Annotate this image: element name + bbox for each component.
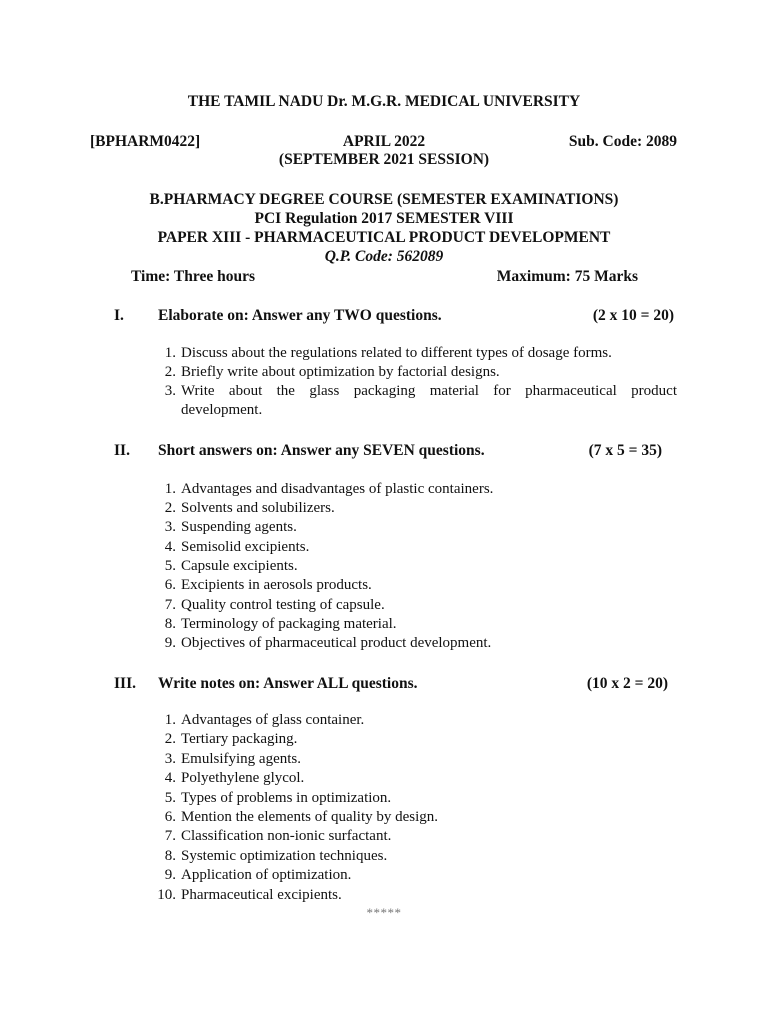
section-marks: (2 x 10 = 20)	[592, 307, 674, 324]
question-text: Semisolid excipients.	[181, 539, 310, 555]
question-text: Quality control testing of capsule.	[181, 597, 385, 613]
question-number: 3.	[164, 519, 176, 535]
question-text: Polyethylene glycol.	[181, 770, 305, 786]
end-of-paper-marker: *****	[366, 905, 402, 920]
paper-title: PAPER XIII - PHARMACEUTICAL PRODUCT DEVELOPMENT	[157, 229, 611, 246]
question-number: 1.	[164, 481, 176, 497]
question-number: 8.	[164, 848, 176, 864]
question-text: Systemic optimization techniques.	[181, 848, 388, 864]
question-number: 5.	[164, 790, 176, 806]
question-text: Briefly write about optimization by factorial designs.	[181, 364, 500, 380]
university-name: THE TAMIL NADU Dr. M.G.R. MEDICAL UNIVERSITY	[187, 93, 581, 110]
question-text: Mention the elements of quality by design.	[181, 809, 439, 825]
question-number: 7.	[164, 828, 176, 844]
section-instruction: Elaborate on: Answer any TWO questions.	[158, 307, 442, 324]
question-text: Objectives of pharmaceutical product development.	[181, 635, 492, 651]
question-number: 2.	[164, 500, 176, 516]
exam-code: [BPHARM0422]	[90, 133, 201, 150]
section-numeral: III.	[114, 675, 136, 692]
question-number: 8.	[164, 616, 176, 632]
question-number: 2.	[164, 364, 176, 380]
section-marks: (10 x 2 = 20)	[586, 675, 668, 692]
exam-date: APRIL 2022	[342, 133, 426, 150]
question-text: Solvents and solubilizers.	[181, 500, 335, 516]
question-text: Discuss about the regulations related to different types of dosage forms.	[181, 345, 612, 361]
section-marks: (7 x 5 = 35)	[588, 442, 662, 459]
question-text: Types of problems in optimization.	[181, 790, 392, 806]
section-instruction: Short answers on: Answer any SEVEN questions.	[158, 442, 485, 459]
question-text-continued: development.	[181, 402, 263, 418]
question-text: Capsule excipients.	[181, 558, 298, 574]
question-number: 4.	[164, 539, 176, 555]
section-numeral: II.	[114, 442, 130, 459]
question-number: 7.	[164, 597, 176, 613]
question-number: 1.	[164, 345, 176, 361]
question-number: 2.	[164, 731, 176, 747]
question-number: 3.	[164, 383, 176, 399]
section-instruction: Write notes on: Answer ALL questions.	[158, 675, 418, 692]
qp-code: Q.P. Code: 562089	[324, 248, 444, 265]
question-number: 3.	[164, 751, 176, 767]
question-number: 4.	[164, 770, 176, 786]
question-number: 9.	[164, 867, 176, 883]
question-text: Terminology of packaging material.	[181, 616, 397, 632]
subject-code: Sub. Code: 2089	[568, 133, 677, 150]
regulation-line: PCI Regulation 2017 SEMESTER VIII	[254, 210, 514, 227]
question-text: Tertiary packaging.	[181, 731, 298, 747]
question-number: 6.	[164, 577, 176, 593]
question-text: Pharmaceutical excipients.	[181, 887, 342, 903]
question-text: Advantages and disadvantages of plastic containers.	[181, 481, 494, 497]
exam-session: (SEPTEMBER 2021 SESSION)	[278, 151, 490, 168]
question-number: 6.	[164, 809, 176, 825]
question-text: Emulsifying agents.	[181, 751, 301, 767]
question-text: Application of optimization.	[181, 867, 352, 883]
maximum-marks: Maximum: 75 Marks	[496, 268, 638, 285]
question-number: 10.	[157, 887, 176, 903]
section-numeral: I.	[114, 307, 124, 324]
question-number: 5.	[164, 558, 176, 574]
exam-duration: Time: Three hours	[131, 268, 256, 285]
question-text: Write about the glass packaging material for pharmaceutical product	[181, 383, 677, 399]
question-text: Advantages of glass container.	[181, 712, 365, 728]
question-text: Suspending agents.	[181, 519, 297, 535]
question-number: 1.	[164, 712, 176, 728]
question-number: 9.	[164, 635, 176, 651]
course-title: B.PHARMACY DEGREE COURSE (SEMESTER EXAMINATIONS)	[149, 191, 619, 208]
question-text: Classification non-ionic surfactant.	[181, 828, 392, 844]
question-text: Excipients in aerosols products.	[181, 577, 372, 593]
